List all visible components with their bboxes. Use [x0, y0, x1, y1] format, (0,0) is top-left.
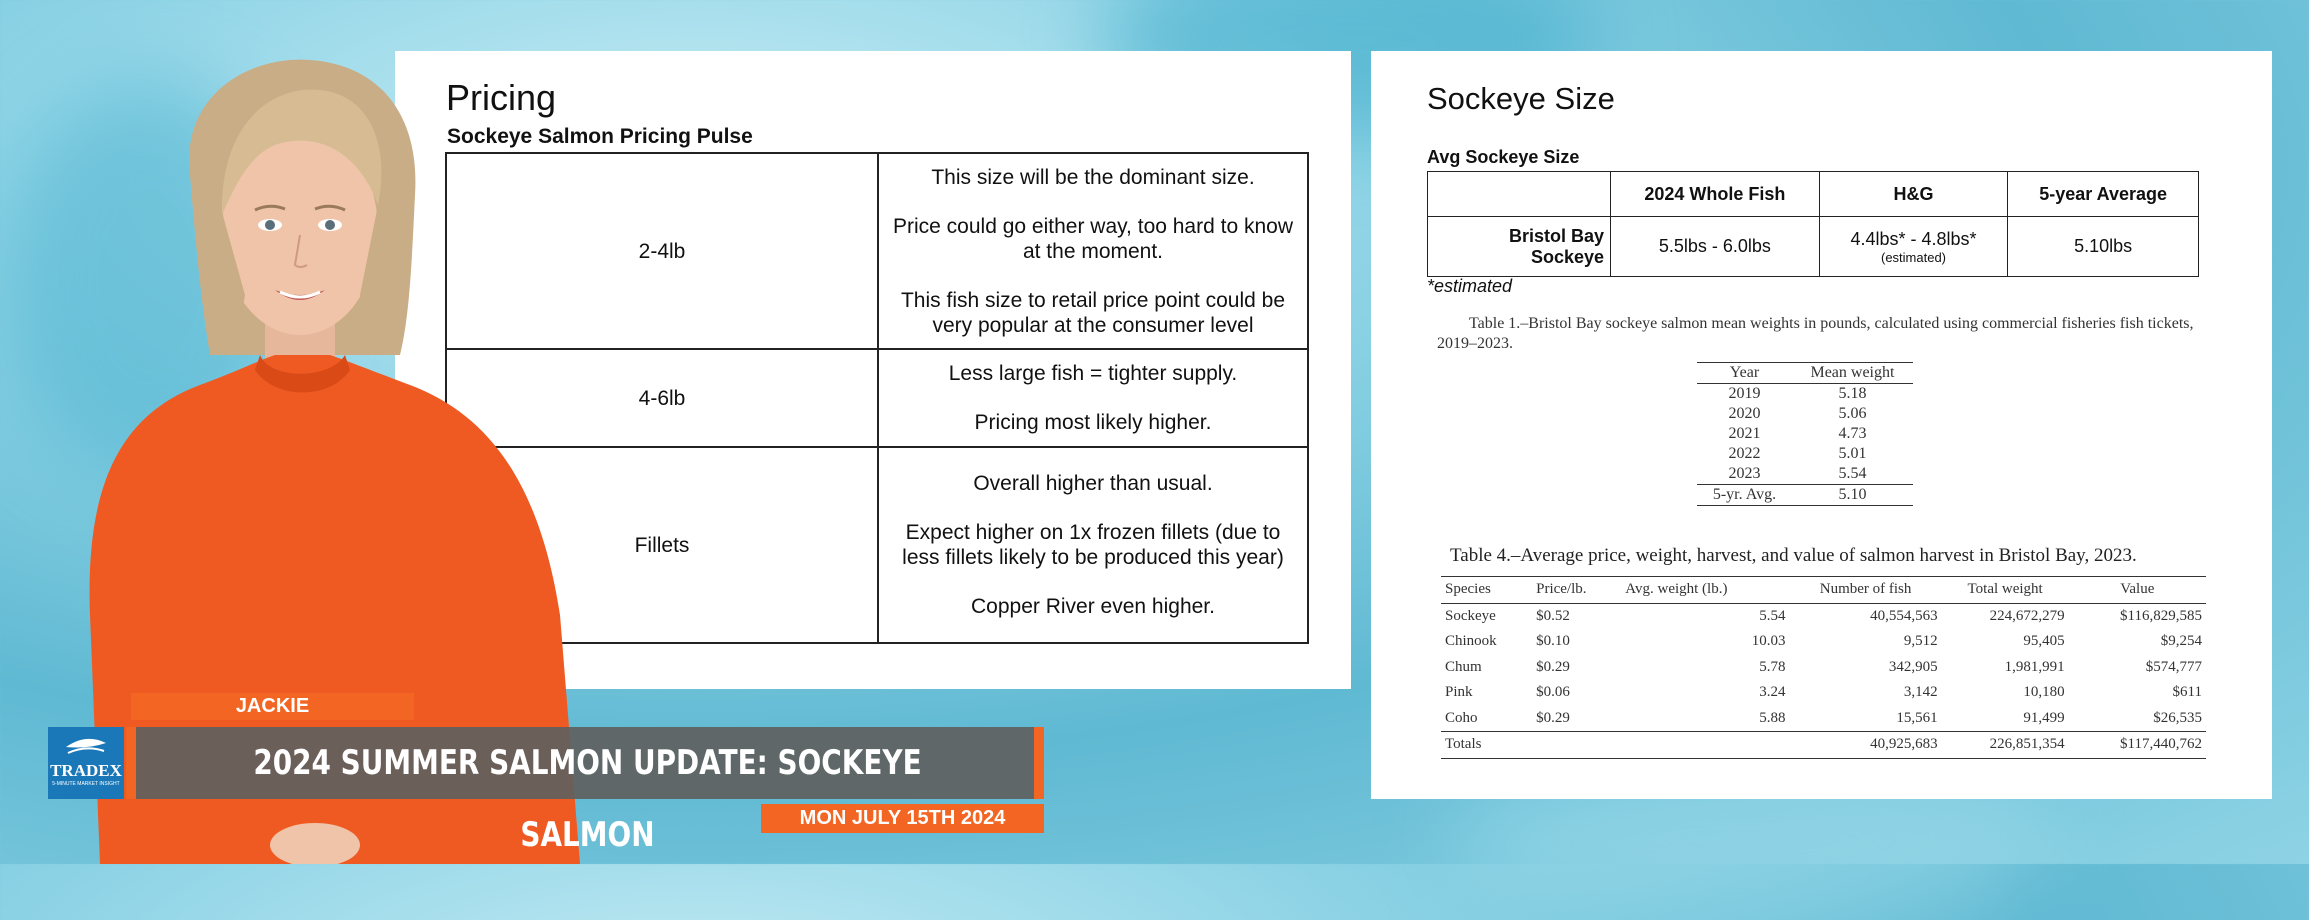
cell: Totals	[1445, 736, 1482, 753]
size-cell: 4-6lb	[446, 349, 878, 447]
cell: 3,142	[1903, 684, 1938, 701]
year-cell: 2023	[1728, 465, 1761, 482]
table-header-row	[1441, 577, 2206, 604]
date-bar: MON JULY 15TH 2024	[761, 804, 1044, 833]
table-row	[1697, 384, 1913, 405]
header-cell: Mean weight	[1810, 364, 1895, 381]
cell: Chum	[1445, 658, 1482, 675]
header-cell: 5-year Average	[2008, 172, 2199, 217]
sockeye-size-panel	[1371, 51, 2272, 799]
table-row	[1441, 706, 2206, 732]
table-row	[1428, 217, 2199, 277]
year-cell: 2022	[1728, 445, 1761, 462]
cell: $0.29	[1536, 709, 1570, 726]
pricing-title: Pricing	[446, 77, 557, 118]
cell: Sockeye	[1445, 607, 1496, 624]
table4-caption: Table 4.–Average price, weight, harvest, and value of salmon harvest in Bristol Bay, 2023.	[1450, 545, 2137, 566]
cell: 91,499	[2023, 709, 2065, 726]
table-row	[1441, 629, 2206, 655]
table-row	[1697, 485, 1913, 506]
header-cell: Number of fish	[1819, 581, 1912, 598]
hg-cell	[1819, 217, 2007, 277]
header-cell: Total weight	[1967, 581, 2043, 598]
cell: $0.10	[1536, 633, 1570, 650]
note-text: This fish size to retail price point could be very popular at the consumer level	[900, 288, 1286, 337]
table-header-row	[1697, 363, 1913, 384]
notes-cell	[878, 349, 1308, 447]
fish-logo-icon	[48, 727, 124, 761]
year-cell: 2019	[1728, 385, 1761, 402]
table-row	[1697, 444, 1913, 464]
cell: 5.88	[1759, 709, 1786, 726]
cell: 95,405	[2023, 633, 2065, 650]
size-cell: Fillets	[446, 447, 878, 643]
cell: 10,180	[2023, 684, 2065, 701]
cell: $117,440,762	[2120, 736, 2202, 753]
cell: Coho	[1445, 709, 1478, 726]
table-row	[1697, 464, 1913, 485]
notes-cell	[878, 153, 1308, 349]
cell: 15,561	[1896, 709, 1938, 726]
cell: 9,512	[1903, 633, 1938, 650]
note-text: This size will be the dominant size.	[931, 165, 1255, 189]
weight-cell: 5.18	[1838, 385, 1867, 402]
weight-cell: 5.54	[1838, 465, 1867, 482]
size-cell: 2-4lb	[446, 153, 878, 349]
cell: 5.54	[1759, 607, 1786, 624]
cell: $116,829,585	[2120, 607, 2202, 624]
cell	[1532, 732, 1621, 759]
table-row	[1697, 404, 1913, 424]
table-header-row	[1428, 172, 2199, 217]
tradex-logo	[48, 727, 124, 799]
header-cell: Species	[1445, 581, 1491, 598]
cell: 3.24	[1759, 684, 1786, 701]
totals-row	[1441, 732, 2206, 759]
cell: Pink	[1445, 684, 1473, 701]
note-text: Price could go either way, too hard to know at the moment.	[893, 214, 1293, 263]
headline-accent	[126, 727, 136, 799]
row-label: Bristol Bay Sockeye	[1428, 217, 1611, 277]
cell	[1621, 732, 1789, 759]
table4	[1441, 576, 2206, 759]
table-row	[1441, 603, 2206, 629]
header-cell: 2024 Whole Fish	[1611, 172, 1820, 217]
year-cell: 5-yr. Avg.	[1712, 486, 1777, 503]
cell: 226,851,354	[1989, 736, 2065, 753]
weight-cell: 5.10	[1838, 486, 1867, 503]
cell: 40,554,563	[1870, 607, 1938, 624]
hg-note: (estimated)	[1880, 249, 1947, 265]
note-text: Pricing most likely higher.	[974, 411, 1212, 434]
header-cell: Avg. weight (lb.)	[1625, 581, 1728, 598]
year-cell: 2020	[1728, 405, 1761, 422]
footnote: *estimated	[1427, 276, 1513, 296]
logo-subtext: 5-MINUTE MARKET INSIGHT	[52, 781, 120, 787]
headline-accent	[1034, 727, 1044, 799]
table-row	[1697, 424, 1913, 444]
note-text: Less large fish = tighter supply.	[948, 362, 1238, 385]
cell: $0.29	[1536, 658, 1570, 675]
cell: $0.52	[1536, 607, 1570, 624]
note-text: Copper River even higher.	[971, 595, 1215, 618]
sockeye-size-title: Sockeye Size	[1427, 81, 1615, 116]
cell: 10.03	[1751, 633, 1786, 650]
cell: $26,535	[2153, 709, 2202, 726]
cell: $0.06	[1536, 684, 1570, 701]
notes-cell	[878, 447, 1308, 643]
headline-text: 2024 SUMMER SALMON UPDATE: SOCKEYE SALMON	[253, 743, 922, 855]
note-text: Expect higher on 1x frozen fillets (due to less fillets likely to be produced this year)	[902, 521, 1284, 569]
table1	[1697, 362, 1913, 506]
cell: 342,905	[1888, 658, 1938, 675]
year-cell: 2021	[1728, 425, 1761, 442]
presenter-name-bar: JACKIE	[131, 693, 414, 720]
logo-text: TRADEX	[50, 761, 122, 780]
whole-fish-cell: 5.5lbs - 6.0lbs	[1611, 217, 1820, 277]
weight-cell: 4.73	[1838, 425, 1867, 442]
cell: $574,777	[2145, 658, 2202, 675]
cell: 1,981,991	[2004, 658, 2065, 675]
header-cell: Price/lb.	[1536, 581, 1587, 598]
header-cell: Year	[1729, 364, 1760, 381]
avg-cell: 5.10lbs	[2008, 217, 2199, 277]
cell: 40,925,683	[1870, 736, 1938, 753]
header-cell	[1428, 172, 1611, 217]
sockeye-size-subtitle: Avg Sockeye Size	[1427, 147, 1580, 167]
cell: $611	[2172, 684, 2202, 701]
table1-caption: Table 1.–Bristol Bay sockeye salmon mean weights in pounds, calculated using commercial fisheries fish tickets, 2019–2023.	[1437, 315, 2194, 352]
table-row	[1441, 655, 2206, 681]
header-cell: Value	[2120, 581, 2155, 598]
size-table	[1427, 171, 2199, 277]
cell: 5.78	[1759, 658, 1786, 675]
pricing-subtitle: Sockeye Salmon Pricing Pulse	[447, 125, 753, 148]
cell: Chinook	[1445, 633, 1497, 650]
cell: $9,254	[2160, 633, 2202, 650]
hg-value: 4.4lbs* - 4.8lbs*	[1850, 228, 1977, 249]
header-cell: H&G	[1819, 172, 2007, 217]
weight-cell: 5.06	[1838, 405, 1867, 422]
cell: 224,672,279	[1989, 607, 2065, 624]
weight-cell: 5.01	[1838, 445, 1867, 462]
note-text: Overall higher than usual.	[973, 472, 1213, 495]
table-row	[1441, 680, 2206, 706]
